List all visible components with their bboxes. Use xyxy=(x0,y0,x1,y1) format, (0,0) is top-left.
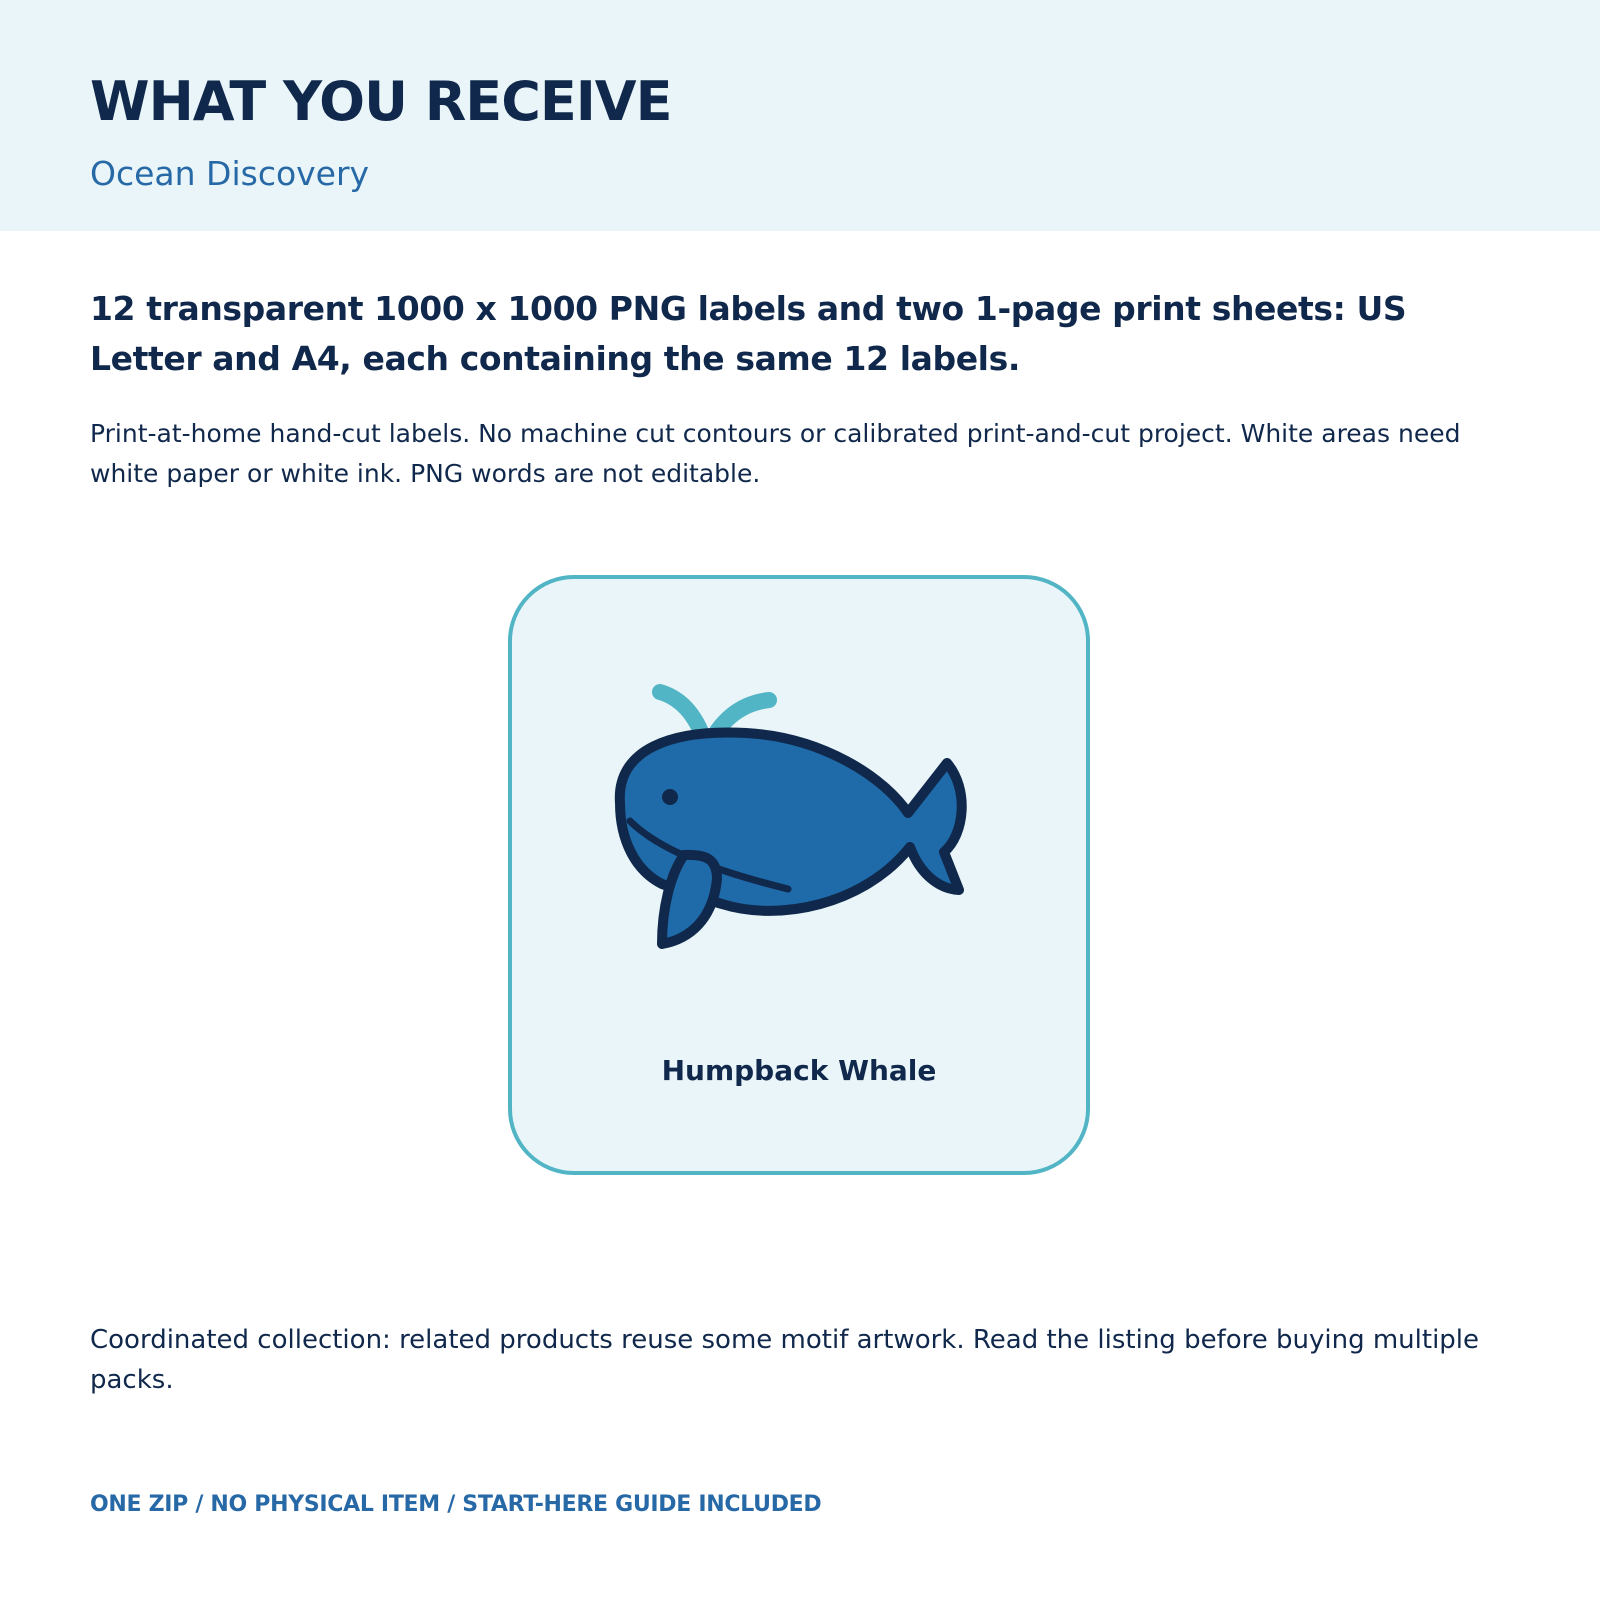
whale-eye-icon xyxy=(662,789,678,805)
label-name: Humpback Whale xyxy=(661,1054,937,1087)
product-headline: 12 transparent 1000 x 1000 PNG labels and two 1-page print sheets: US Letter and A4, each containing the same 12 labels. xyxy=(90,289,1407,378)
page-title: WHAT YOU RECEIVE xyxy=(90,70,672,133)
humpback-whale-icon xyxy=(614,669,994,969)
product-description: Print-at-home hand-cut labels. No machine cut contours or calibrated print-and-cut project. White areas need white paper or white ink. PNG words are not editable. xyxy=(90,419,1461,488)
collection-subtitle: Ocean Discovery xyxy=(90,154,370,193)
collection-note: Coordinated collection: related products reuse some motif artwork. Read the listing before buying multiple packs. xyxy=(90,1325,1480,1395)
label-preview-card xyxy=(508,575,1090,1175)
delivery-summary: ONE ZIP / NO PHYSICAL ITEM / START-HERE GUIDE INCLUDED xyxy=(90,1492,822,1517)
header-band xyxy=(0,0,1600,231)
